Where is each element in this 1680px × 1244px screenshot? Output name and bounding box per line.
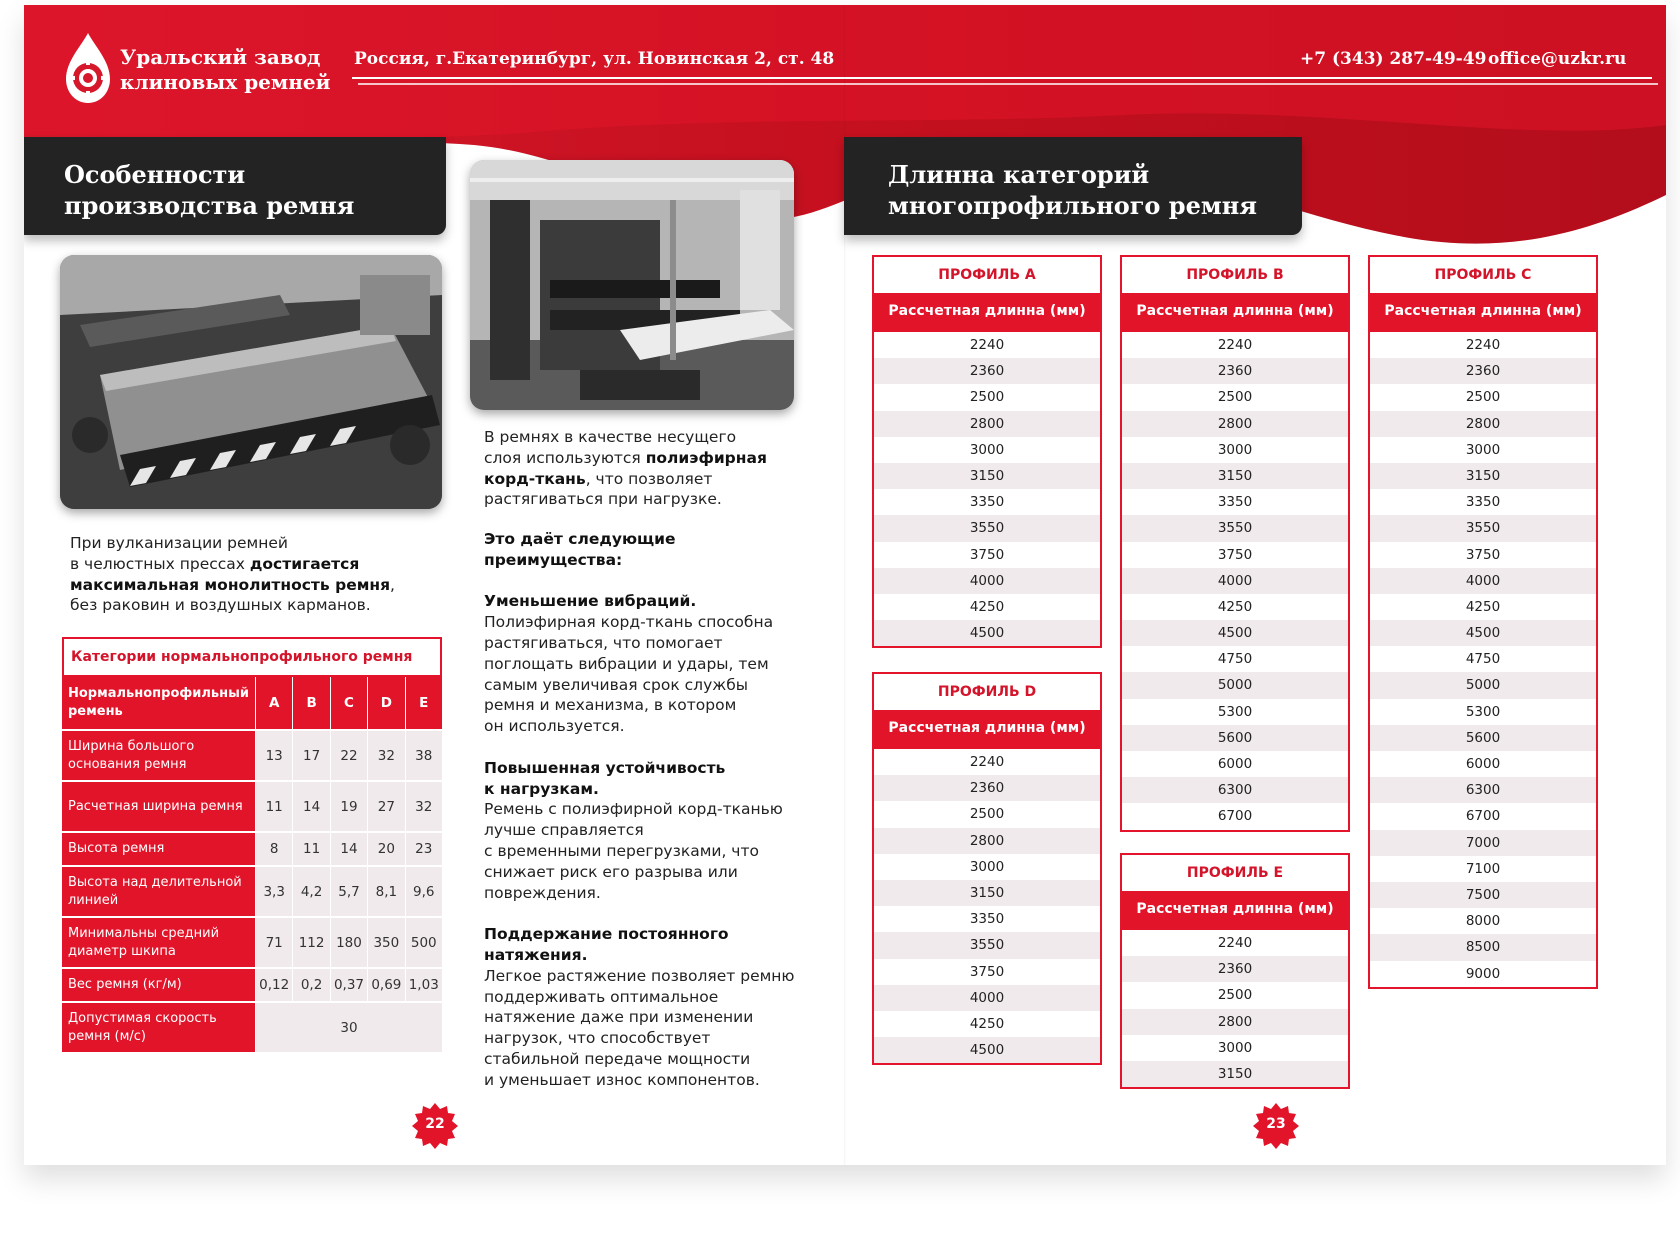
profile-table-d [872, 672, 1102, 1065]
profile-title: ПРОФИЛЬ E [1186, 865, 1284, 881]
advantage-text-line: снижает риск его разрыва или [484, 862, 738, 881]
profile-column-header: Рассчетная длинна (мм) [1370, 293, 1596, 332]
advantage-text-line: самым увеличивая срок службы [484, 675, 749, 694]
profile-column-header: Рассчетная длинна (мм) [1122, 891, 1348, 930]
category-table-header [62, 677, 442, 731]
profile-length-cell: 3150 [874, 880, 1100, 906]
right-title-line2: многопрофильного ремня [888, 191, 1257, 220]
profile-length-cell: 7100 [1465, 860, 1501, 877]
category-table-row [62, 731, 442, 782]
profile-length-cell: 4500 [874, 620, 1100, 646]
profile-rows [1122, 332, 1348, 830]
vulc-line-3b: , [390, 575, 395, 594]
profile-length-cell: 2240 [1465, 337, 1501, 353]
category-row-label: Минимальны средний диаметр шкипа [62, 918, 255, 967]
profile-title: ПРОФИЛЬ B [1186, 267, 1284, 283]
category-row-value: 112 [292, 918, 329, 967]
profile-length-cell: 3550 [1370, 515, 1596, 541]
profile-length-cell: 4000 [1370, 568, 1596, 594]
profile-length-cell: 2800 [1370, 411, 1596, 437]
advantage-text-line: поглощать вибрации и удары, тем [484, 654, 769, 673]
profile-length-cell: 4500 [874, 1037, 1100, 1063]
category-row-value: 350 [367, 918, 404, 967]
profile-length-cell: 9000 [1465, 965, 1501, 982]
column-header: A [255, 677, 292, 729]
category-row-value: 8,1 [367, 867, 404, 916]
category-row-value: 9,6 [405, 867, 442, 916]
category-table-title: Категории нормальнопрофильного ремня [62, 637, 442, 677]
page-number-right: 23 [1266, 1116, 1286, 1132]
vulc-line-2b: достигается [249, 554, 360, 573]
category-row-value: 180 [330, 918, 367, 967]
cord-line-1: В ремнях в качестве несущего [484, 428, 737, 446]
profile-rows [1122, 930, 1348, 1087]
category-row-value: 4,2 [292, 867, 329, 916]
category-table-row [62, 1003, 442, 1054]
advantage-text-line: лучше справляется [484, 821, 644, 840]
profile-column-header: Рассчетная длинна (мм) [874, 710, 1100, 749]
column-header: B [292, 677, 329, 729]
category-table-row [62, 833, 442, 867]
header-rule-lower [358, 83, 1658, 85]
category-row-value: 0,2 [292, 969, 329, 1001]
profile-length-cell: 8000 [1465, 913, 1501, 930]
category-table [62, 637, 442, 1054]
category-row-label: Расчетная ширина ремня [62, 782, 255, 831]
column-header: C [330, 677, 367, 729]
advantage-text-line: растягиваться, что помогает [484, 633, 723, 652]
profile-length-cell: 5300 [1465, 703, 1501, 720]
advantage-title: Уменьшение вибраций. [484, 592, 697, 611]
left-title-line1: Особенности [64, 160, 246, 189]
category-row-value: 5,7 [330, 867, 367, 916]
category-row-value: 13 [255, 731, 292, 780]
category-row-value: 14 [330, 833, 367, 865]
column-header: D [367, 677, 404, 729]
profile-length-cell: 6000 [1465, 756, 1501, 772]
vulc-line-2a: в челюстных прессах [70, 554, 250, 573]
category-row-value: 3,3 [255, 867, 292, 916]
profile-length-cell: 3550 [874, 515, 1100, 541]
profile-length-cell: 4250 [1217, 598, 1253, 615]
left-page-title [24, 137, 446, 235]
profile-length-cell: 3000 [1465, 441, 1501, 458]
advantage-text-line: нагрузок, что способствует [484, 1029, 711, 1048]
category-row-value: 22 [330, 731, 367, 780]
profile-length-cell: 6300 [1370, 777, 1596, 803]
profile-length-cell: 2800 [874, 411, 1100, 437]
advantage-text-line: ремня и механизма, в котором [484, 696, 737, 715]
company-name-line1: Уральский завод [120, 45, 321, 69]
company-email[interactable]: office@uzkr.ru [1488, 49, 1627, 69]
profile-length-cell: 3550 [1122, 515, 1348, 541]
company-logo-icon [60, 31, 116, 105]
category-row-value: 23 [405, 833, 442, 865]
profile-length-cell: 3000 [1217, 441, 1253, 458]
page-number-left: 22 [425, 1116, 445, 1132]
right-title-line1: Длинна категорий [888, 160, 1150, 189]
category-table-row [62, 867, 442, 918]
profile-length-cell: 4000 [874, 568, 1100, 594]
advantages-heading-1: Это даёт следующие [484, 530, 676, 548]
profile-length-cell: 5600 [1122, 725, 1348, 751]
cord-line-2a: слоя используются [484, 448, 646, 467]
profile-length-cell: 2360 [1122, 956, 1348, 982]
advantages-block [484, 529, 824, 1091]
advantage-title: к нагрузкам. [484, 779, 599, 798]
profile-length-cell: 2500 [1465, 389, 1501, 406]
vulc-line-3a: максимальная монолитность ремня [70, 575, 391, 594]
category-row-label: Высота над делительной линией [62, 867, 255, 916]
profile-length-cell: 2500 [969, 389, 1005, 406]
profile-length-cell: 4250 [969, 598, 1005, 615]
profile-table-e [1120, 853, 1350, 1089]
category-row-label: Высота ремня [62, 833, 255, 865]
category-row-value: 27 [367, 782, 404, 831]
profile-length-cell: 5000 [1122, 672, 1348, 698]
profile-rows [874, 332, 1100, 646]
advantage-text-line: и уменьшает износ компонентов. [484, 1070, 760, 1089]
category-row-value: 0,37 [330, 969, 367, 1001]
vulc-line-4: без раковин и воздушных карманов. [70, 596, 371, 615]
profile-length-cell: 6300 [1122, 777, 1348, 803]
profile-length-cell: 3750 [969, 963, 1005, 980]
category-row-value: 19 [330, 782, 367, 831]
profile-length-cell: 3000 [969, 441, 1005, 458]
profile-length-cell: 4500 [1122, 620, 1348, 646]
advantage-text-line: повреждения. [484, 883, 601, 902]
profile-length-cell: 4500 [1370, 620, 1596, 646]
profile-length-cell: 2240 [1217, 935, 1253, 951]
vulc-line-1: При вулканизации ремней [70, 534, 288, 552]
profile-rows [1370, 332, 1596, 987]
profile-length-cell: 3350 [969, 494, 1005, 511]
profile-length-cell: 5000 [1370, 672, 1596, 698]
profile-length-cell: 6700 [1465, 808, 1501, 825]
advantage-text-line: натяжение даже при изменении [484, 1008, 754, 1027]
profile-column-header: Рассчетная длинна (мм) [1122, 293, 1348, 332]
category-row-value: 14 [292, 782, 329, 831]
page-fold [844, 5, 846, 1165]
cord-line-2b: полиэфирная [645, 448, 767, 467]
profile-length-cell: 4250 [1465, 598, 1501, 615]
profile-length-cell: 2360 [874, 775, 1100, 801]
category-row-value: 32 [367, 731, 404, 780]
paragraph-gap [484, 571, 824, 592]
profile-length-cell: 3350 [969, 911, 1005, 928]
profile-length-cell: 3350 [1465, 494, 1501, 511]
cord-line-4: растягиваться при нагрузке. [484, 490, 722, 509]
profile-column-header: Рассчетная длинна (мм) [874, 293, 1100, 332]
column-header: E [405, 677, 442, 729]
category-row-value: 30 [255, 1003, 442, 1052]
advantage-title: натяжения. [484, 945, 588, 964]
profile-length-cell: 4750 [1217, 651, 1253, 668]
advantage-text-line: он используется. [484, 717, 625, 736]
profile-length-cell: 2800 [1122, 411, 1348, 437]
category-row-value: 0,12 [255, 969, 292, 1001]
profile-length-cell: 5600 [1370, 725, 1596, 751]
profile-length-cell: 2500 [1217, 389, 1253, 406]
profile-title: ПРОФИЛЬ A [938, 267, 1036, 283]
profile-title: ПРОФИЛЬ C [1434, 267, 1532, 283]
category-row-value: 32 [405, 782, 442, 831]
profile-length-cell: 3750 [969, 546, 1005, 563]
cord-line-3b: , что позволяет [585, 469, 713, 488]
advantage-text-line: Легкое растяжение позволяет ремню [484, 966, 795, 985]
category-row-value: 8 [255, 833, 292, 865]
profile-length-cell: 6700 [1217, 808, 1253, 825]
category-row-value: 71 [255, 918, 292, 967]
category-table-row [62, 782, 442, 833]
category-row-label: Допустимая скорость ремня (м/с) [62, 1003, 255, 1052]
advantage-title: Поддержание постоянного [484, 925, 729, 944]
category-row-value: 0,69 [367, 969, 404, 1001]
profile-length-cell: 2360 [874, 358, 1100, 384]
cord-fabric-paragraph [484, 427, 824, 510]
advantage-text-line: с временными перегрузками, что [484, 841, 759, 860]
category-table-row [62, 918, 442, 969]
profile-length-cell: 6000 [1217, 756, 1253, 772]
profile-length-cell: 3750 [1465, 546, 1501, 563]
profile-length-cell: 4750 [1465, 651, 1501, 668]
company-phone[interactable]: +7 (343) 287-49-49 [1300, 49, 1487, 69]
cord-line-3a: корд-ткань [484, 469, 586, 488]
profile-length-cell: 2500 [969, 806, 1005, 823]
profile-length-cell: 8500 [1370, 934, 1596, 960]
category-row-value: 500 [405, 918, 442, 967]
profile-length-cell: 3150 [874, 463, 1100, 489]
category-row-value: 17 [292, 731, 329, 780]
profile-table-c [1368, 255, 1598, 989]
profile-length-cell: 5300 [1217, 703, 1253, 720]
paragraph-gap [484, 903, 824, 924]
profile-length-cell: 2360 [1122, 358, 1348, 384]
profile-rows [874, 749, 1100, 1063]
profile-length-cell: 4250 [969, 1015, 1005, 1032]
vulcanization-press-photo [60, 255, 442, 509]
paragraph-gap [484, 737, 824, 758]
profile-length-cell: 2360 [1370, 358, 1596, 384]
profile-length-cell: 3550 [874, 932, 1100, 958]
profile-length-cell: 2240 [969, 754, 1005, 770]
profile-length-cell: 3150 [1122, 1061, 1348, 1087]
left-title-line2: производства ремня [64, 191, 355, 220]
category-row-value: 38 [405, 731, 442, 780]
category-row-label: Ширина большого основания ремня [62, 731, 255, 780]
profile-length-cell: 3150 [1122, 463, 1348, 489]
profile-length-cell: 2240 [969, 337, 1005, 353]
category-header-label: Нормальнопрофильный ремень [62, 677, 255, 729]
profile-length-cell: 2240 [1217, 337, 1253, 353]
profile-length-cell: 4000 [874, 985, 1100, 1011]
advantage-text-line: поддерживать оптимальное [484, 987, 719, 1006]
category-row-value: 11 [292, 833, 329, 865]
profile-length-cell: 7500 [1370, 882, 1596, 908]
header-rule-upper [352, 77, 1652, 79]
profile-length-cell: 7000 [1370, 830, 1596, 856]
advantages-heading-2: преимущества: [484, 550, 623, 569]
advantage-text-line: Полиэфирная корд-ткань способна [484, 613, 774, 632]
profile-title: ПРОФИЛЬ D [937, 684, 1037, 700]
brochure-spread [24, 5, 1666, 1165]
profile-length-cell: 2800 [1122, 1009, 1348, 1035]
profile-length-cell: 3750 [1217, 546, 1253, 563]
category-row-value: 1,03 [405, 969, 442, 1001]
profile-table-b [1120, 255, 1350, 832]
category-row-label: Вес ремня (кг/м) [62, 969, 255, 1001]
vulcanization-paragraph [70, 533, 430, 616]
profile-table-a [872, 255, 1102, 648]
profile-length-cell: 4000 [1122, 568, 1348, 594]
profile-length-cell: 3150 [1370, 463, 1596, 489]
category-row-value: 11 [255, 782, 292, 831]
advantage-title: Повышенная устойчивость [484, 758, 726, 777]
category-table-row [62, 969, 442, 1003]
company-address: Россия, г.Екатеринбург, ул. Новинская 2, ст. 48 [354, 49, 835, 69]
profile-length-cell: 3000 [969, 858, 1005, 875]
profile-length-cell: 2800 [874, 828, 1100, 854]
company-name [120, 45, 380, 95]
category-row-value: 20 [367, 833, 404, 865]
advantage-text-line: стабильной передаче мощности [484, 1049, 751, 1068]
profile-length-cell: 3350 [1217, 494, 1253, 511]
profile-length-cell: 2500 [1217, 987, 1253, 1004]
profile-length-cell: 3000 [1217, 1039, 1253, 1056]
advantage-text-line: Ремень с полиэфирной корд-тканью [484, 800, 783, 819]
right-page-title [844, 137, 1302, 235]
company-name-line2: клиновых ремней [120, 70, 331, 94]
production-line-photo [470, 160, 794, 410]
